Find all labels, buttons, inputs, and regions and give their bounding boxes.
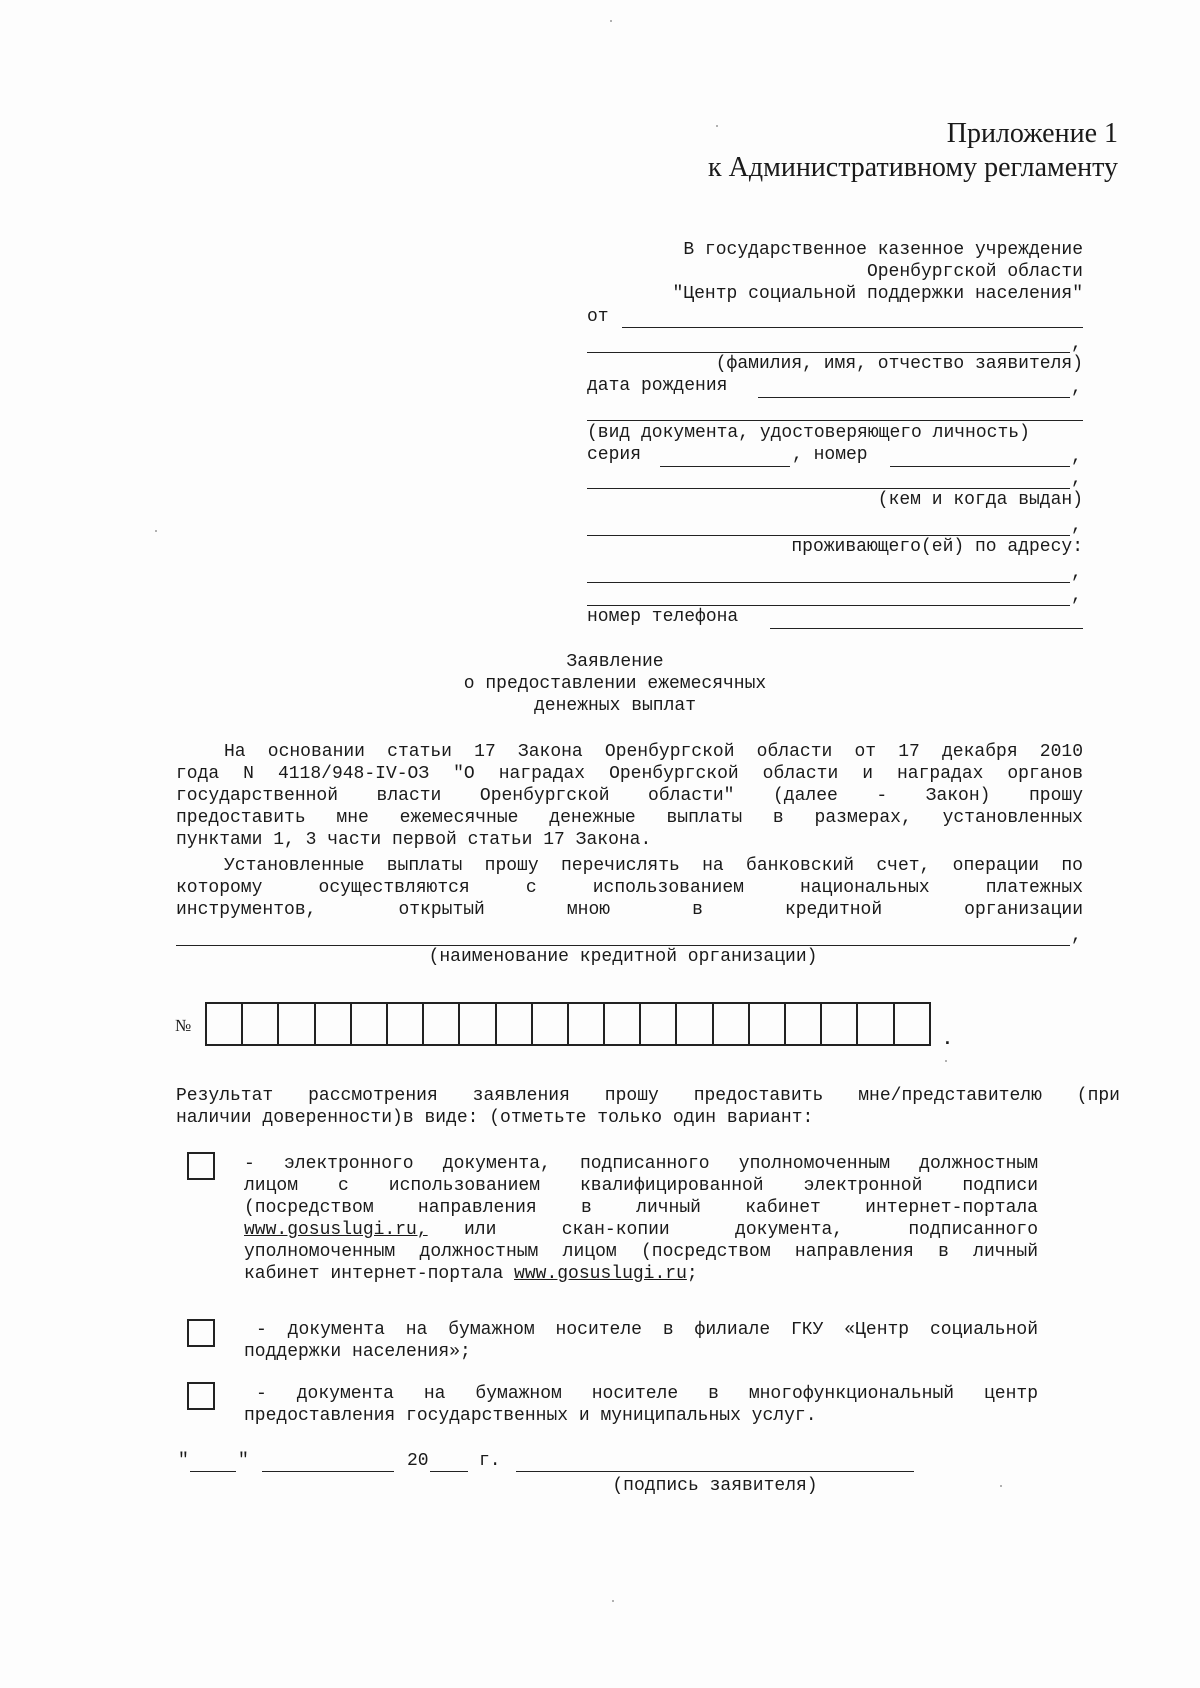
result-line-1: Результат рассмотрения заявления прошу предоставить мне/представителю (при	[176, 1086, 1120, 1106]
option-1-line-4	[244, 1220, 428, 1240]
from-name-field[interactable]	[622, 327, 1083, 328]
account-digit-cell[interactable]	[424, 1002, 460, 1046]
account-digit-cell[interactable]	[243, 1002, 279, 1046]
option-1-line-4-rest: или скан-копии документа, подписанного	[464, 1220, 1038, 1240]
date-quote-close: "	[238, 1451, 249, 1471]
account-digit-cell[interactable]	[569, 1002, 605, 1046]
account-digit-cell[interactable]	[352, 1002, 388, 1046]
from-name-field-2[interactable]	[587, 352, 1070, 353]
account-digit-cell[interactable]	[786, 1002, 822, 1046]
account-digit-cell[interactable]	[605, 1002, 641, 1046]
paragraph-1-line-5: пунктами 1, 3 части первой статьи 17 Закона.	[176, 830, 652, 850]
account-number-cells[interactable]	[205, 1002, 931, 1046]
address-label: проживающего(ей) по адресу:	[791, 537, 1083, 557]
account-digit-cell[interactable]	[460, 1002, 496, 1046]
phone-label: номер телефона	[587, 607, 739, 627]
account-digit-cell[interactable]	[822, 1002, 858, 1046]
scan-speck	[610, 20, 612, 22]
addressee-line-3: "Центр социальной поддержки населения"	[672, 284, 1083, 304]
number-field[interactable]	[890, 466, 1070, 467]
account-digit-cell[interactable]	[714, 1002, 750, 1046]
address-field-1[interactable]	[587, 582, 1070, 583]
account-digit-cell[interactable]	[497, 1002, 533, 1046]
comma: ,	[1071, 447, 1082, 467]
date-month-field[interactable]	[262, 1471, 394, 1472]
paragraph-1-line-1: На основании статьи 17 Закона Оренбургской области от 17 декабря 2010	[224, 742, 1083, 762]
option-1-line-6	[244, 1264, 698, 1284]
gosuslugi-link-2[interactable]: www.gosuslugi.ru	[514, 1264, 687, 1284]
result-line-2: наличии доверенности)в виде: (отметьте только один вариант:	[176, 1108, 814, 1128]
account-digit-cell[interactable]	[388, 1002, 424, 1046]
address-field-2[interactable]	[587, 605, 1070, 606]
account-digit-cell[interactable]	[895, 1002, 931, 1046]
comma: ,	[1071, 586, 1082, 606]
option-paper-branch-checkbox[interactable]	[187, 1319, 215, 1347]
paragraph-1-line-2: года N 4118/948-IV-ОЗ "О наградах Оренбургской области и наградах органов	[176, 764, 1083, 784]
series-label: серия	[587, 445, 642, 465]
fio-caption: (фамилия, имя, отчество заявителя)	[715, 354, 1083, 374]
comma: ,	[1071, 378, 1082, 398]
option-1-line-1: - электронного документа, подписанного уполномоченным должностным	[244, 1154, 1038, 1174]
scan-speck	[155, 530, 157, 532]
comma: ,	[1071, 516, 1082, 536]
date-day-field[interactable]	[190, 1471, 236, 1472]
option-1-line-5: уполномоченным должностным лицом (посредством направления в личный	[244, 1242, 1038, 1262]
semicolon: ;	[686, 1264, 698, 1284]
identity-document-field[interactable]	[587, 420, 1083, 421]
account-digit-cell[interactable]	[316, 1002, 352, 1046]
period-mark: .	[942, 1030, 953, 1050]
addressee-line-2: Оренбургской области	[866, 262, 1083, 282]
account-digit-cell[interactable]	[750, 1002, 786, 1046]
issued-by-caption: (кем и когда выдан)	[877, 490, 1083, 510]
birth-date-field[interactable]	[758, 397, 1070, 398]
bank-name-caption: (наименование кредитной организации)	[428, 947, 818, 967]
option-1-line-2: лицом с использованием квалифицированной электронной подписи	[244, 1176, 1038, 1196]
scan-speck	[945, 1060, 947, 1062]
scan-speck	[612, 1600, 614, 1602]
gosuslugi-link[interactable]: www.gosuslugi.ru,	[244, 1220, 428, 1240]
issued-by-field-2[interactable]	[587, 535, 1070, 536]
scan-speck	[716, 125, 718, 127]
statement-title: Заявление	[566, 652, 664, 672]
option-paper-mfc-checkbox[interactable]	[187, 1382, 215, 1410]
signature-field[interactable]	[516, 1471, 914, 1472]
comma: ,	[1071, 469, 1082, 489]
statement-subtitle-2: денежных выплат	[533, 696, 697, 716]
option-2-line-1: - документа на бумажном носителе в филиале ГКУ «Центр социальной	[256, 1320, 1038, 1340]
series-field[interactable]	[660, 466, 790, 467]
option-2-line-2: поддержки населения»;	[244, 1342, 471, 1362]
year-suffix: г.	[479, 1451, 501, 1471]
paragraph-2-line-3: инструментов, открытый мною в кредитной организации	[176, 900, 1083, 920]
account-digit-cell[interactable]	[858, 1002, 894, 1046]
account-digit-cell[interactable]	[641, 1002, 677, 1046]
option-3-line-2: предоставления государственных и муниципальных услуг.	[244, 1406, 817, 1426]
option-1-line-6-text: кабинет интернет-портала	[244, 1264, 515, 1284]
appendix-number: Приложение 1	[946, 118, 1118, 149]
phone-field[interactable]	[770, 628, 1083, 629]
account-digit-cell[interactable]	[207, 1002, 243, 1046]
account-digit-cell[interactable]	[279, 1002, 315, 1046]
from-label: от	[587, 307, 609, 327]
statement-subtitle-1: о предоставлении ежемесячных	[463, 674, 767, 694]
paragraph-1-line-3: государственной власти Оренбургской области" (далее - Закон) прошу	[176, 786, 1083, 806]
paragraph-2-line-2: которому осуществляются с использованием национальных платежных	[176, 878, 1083, 898]
paragraph-2-line-1: Установленные выплаты прошу перечислять на банковский счет, операции по	[224, 856, 1083, 876]
addressee-line-1: В государственное казенное учреждение	[683, 240, 1083, 260]
option-1-line-3: (посредством направления в личный кабинет интернет-портала	[244, 1198, 1038, 1218]
scan-speck	[1000, 1485, 1002, 1487]
date-quote-open: "	[178, 1451, 189, 1471]
comma: ,	[1071, 563, 1082, 583]
comma: ,	[1071, 926, 1082, 946]
date-year-field[interactable]	[430, 1471, 468, 1472]
bank-name-field[interactable]	[176, 945, 1070, 946]
account-digit-cell[interactable]	[533, 1002, 569, 1046]
identity-document-caption: (вид документа, удостоверяющего личность)	[587, 423, 1030, 443]
year-prefix: 20	[407, 1451, 429, 1471]
option-electronic-checkbox[interactable]	[187, 1152, 215, 1180]
signature-caption: (подпись заявителя)	[612, 1476, 818, 1496]
birth-date-label: дата рождения	[587, 376, 728, 396]
option-3-line-1: - документа на бумажном носителе в многофункциональный центр	[256, 1384, 1038, 1404]
comma: ,	[1071, 334, 1082, 354]
paragraph-1-line-4: предоставить мне ежемесячные денежные выплаты в размерах, установленных	[176, 808, 1083, 828]
issued-by-field[interactable]	[587, 488, 1070, 489]
account-digit-cell[interactable]	[677, 1002, 713, 1046]
number-label: , номер	[792, 445, 868, 465]
appendix-regulation: к Административному регламенту	[708, 152, 1118, 183]
account-number-label: №	[175, 1016, 192, 1035]
